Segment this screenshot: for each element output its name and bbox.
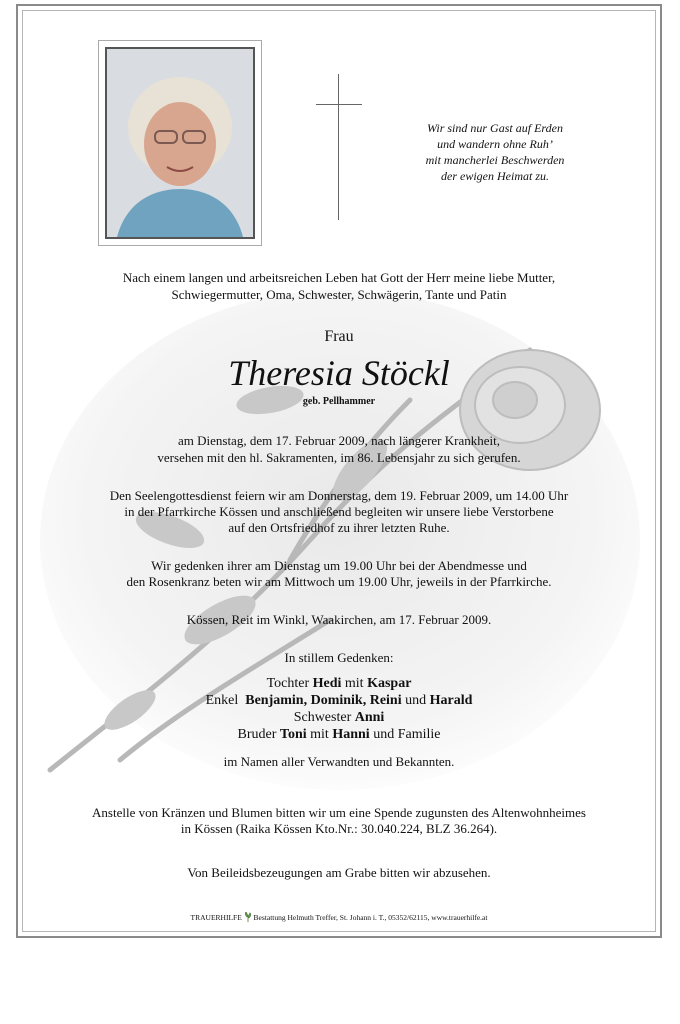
- daughter-mit: mit: [344, 676, 364, 691]
- family-sister: [22, 709, 656, 727]
- daughter-label: Tochter: [266, 676, 310, 691]
- leaf-icon: [244, 912, 252, 922]
- condolence-note: Von Beileidsbezeugungen am Grabe bitten wir abzusehen.: [187, 865, 491, 880]
- poem: [400, 120, 590, 184]
- donation-line-2: in Kössen (Raika Kössen Kto.Nr.: 30.040.224, BLZ 36.264).: [180, 821, 498, 836]
- brother-rest: und Familie: [373, 727, 441, 742]
- family-closing: im Namen aller Verwandten und Bekannten.: [223, 754, 455, 769]
- poem-line: Wir sind nur Gast auf Erden: [427, 121, 563, 135]
- prayer-line-1: Wir gedenken ihrer am Dienstag um 19.00 Uhr bei der Abendmesse und: [151, 558, 527, 573]
- family-brother: [22, 726, 656, 744]
- sister-label: Schwester: [293, 710, 352, 725]
- sister-name: Anni: [354, 710, 385, 725]
- cross-vertical: [338, 74, 339, 220]
- brother-label: Bruder: [237, 727, 277, 742]
- brother-mit: mit: [310, 727, 329, 742]
- footer-text: Bestattung Helmuth Treffer, St. Johann i. T., 05352/62115, www.trauerhilfe.at: [253, 913, 488, 922]
- poem-line: mit mancherlei Beschwerden: [425, 153, 565, 167]
- intro-line-1: Nach einem langen und arbeitsreichen Leben hat Gott der Herr meine liebe Mutter,: [122, 270, 556, 285]
- place-date: Kössen, Reit im Winkl, Waakirchen, am 17. Februar 2009.: [186, 612, 492, 627]
- footer: [22, 912, 656, 922]
- grandchildren-label: Enkel: [205, 693, 239, 708]
- poem-line: der ewigen Heimat zu.: [441, 169, 549, 183]
- family-heading: In stillem Gedenken:: [284, 650, 394, 665]
- grandchildren-und: und: [405, 693, 427, 708]
- deceased-name: Theresia Stöckl: [228, 353, 450, 393]
- footer-brand: TRAUERHILFE: [190, 913, 242, 922]
- portrait-frame: [98, 40, 262, 246]
- salutation: Frau: [324, 328, 354, 345]
- daughter-name: Hedi: [312, 676, 342, 691]
- service-line-2: in der Pfarrkirche Kössen und anschließend begleiten wir unsere liebe Verstorbene: [124, 504, 554, 519]
- maiden-name: geb. Pellhammer: [302, 396, 376, 407]
- grandchildren-names: Benjamin, Dominik, Reini: [245, 693, 402, 708]
- daughter-partner: Kaspar: [367, 676, 412, 691]
- donation-line-1: Anstelle von Kränzen und Blumen bitten wir um eine Spende zugunsten des Altenwohnheimes: [92, 805, 586, 820]
- portrait-photo: [105, 47, 255, 239]
- service-line-1: Den Seelengottesdienst feiern wir am Donnerstag, dem 19. Februar 2009, um 14.00 Uhr: [109, 488, 569, 503]
- prayer-line-2: den Rosenkranz beten wir am Mittwoch um 19.00 Uhr, jeweils in der Pfarrkirche.: [126, 574, 552, 589]
- intro-line-2: Schwiegermutter, Oma, Schwester, Schwägerin, Tante und Patin: [171, 287, 507, 302]
- cross-horizontal: [316, 104, 362, 105]
- poem-line: und wandern ohne Ruh’: [437, 137, 553, 151]
- death-line-1: am Dienstag, dem 17. Februar 2009, nach längerer Krankheit,: [177, 433, 500, 448]
- family-grandchildren: [22, 692, 656, 710]
- service-line-3: auf den Ortsfriedhof zu ihrer letzten Ruhe.: [228, 520, 450, 535]
- brother-name: Toni: [279, 727, 307, 742]
- grandchildren-last: Harald: [429, 693, 473, 708]
- brother-partner: Hanni: [332, 727, 370, 742]
- family-daughter: [22, 675, 656, 693]
- death-line-2: versehen mit den hl. Sakramenten, im 86. Lebensjahr zu sich gerufen.: [157, 450, 521, 465]
